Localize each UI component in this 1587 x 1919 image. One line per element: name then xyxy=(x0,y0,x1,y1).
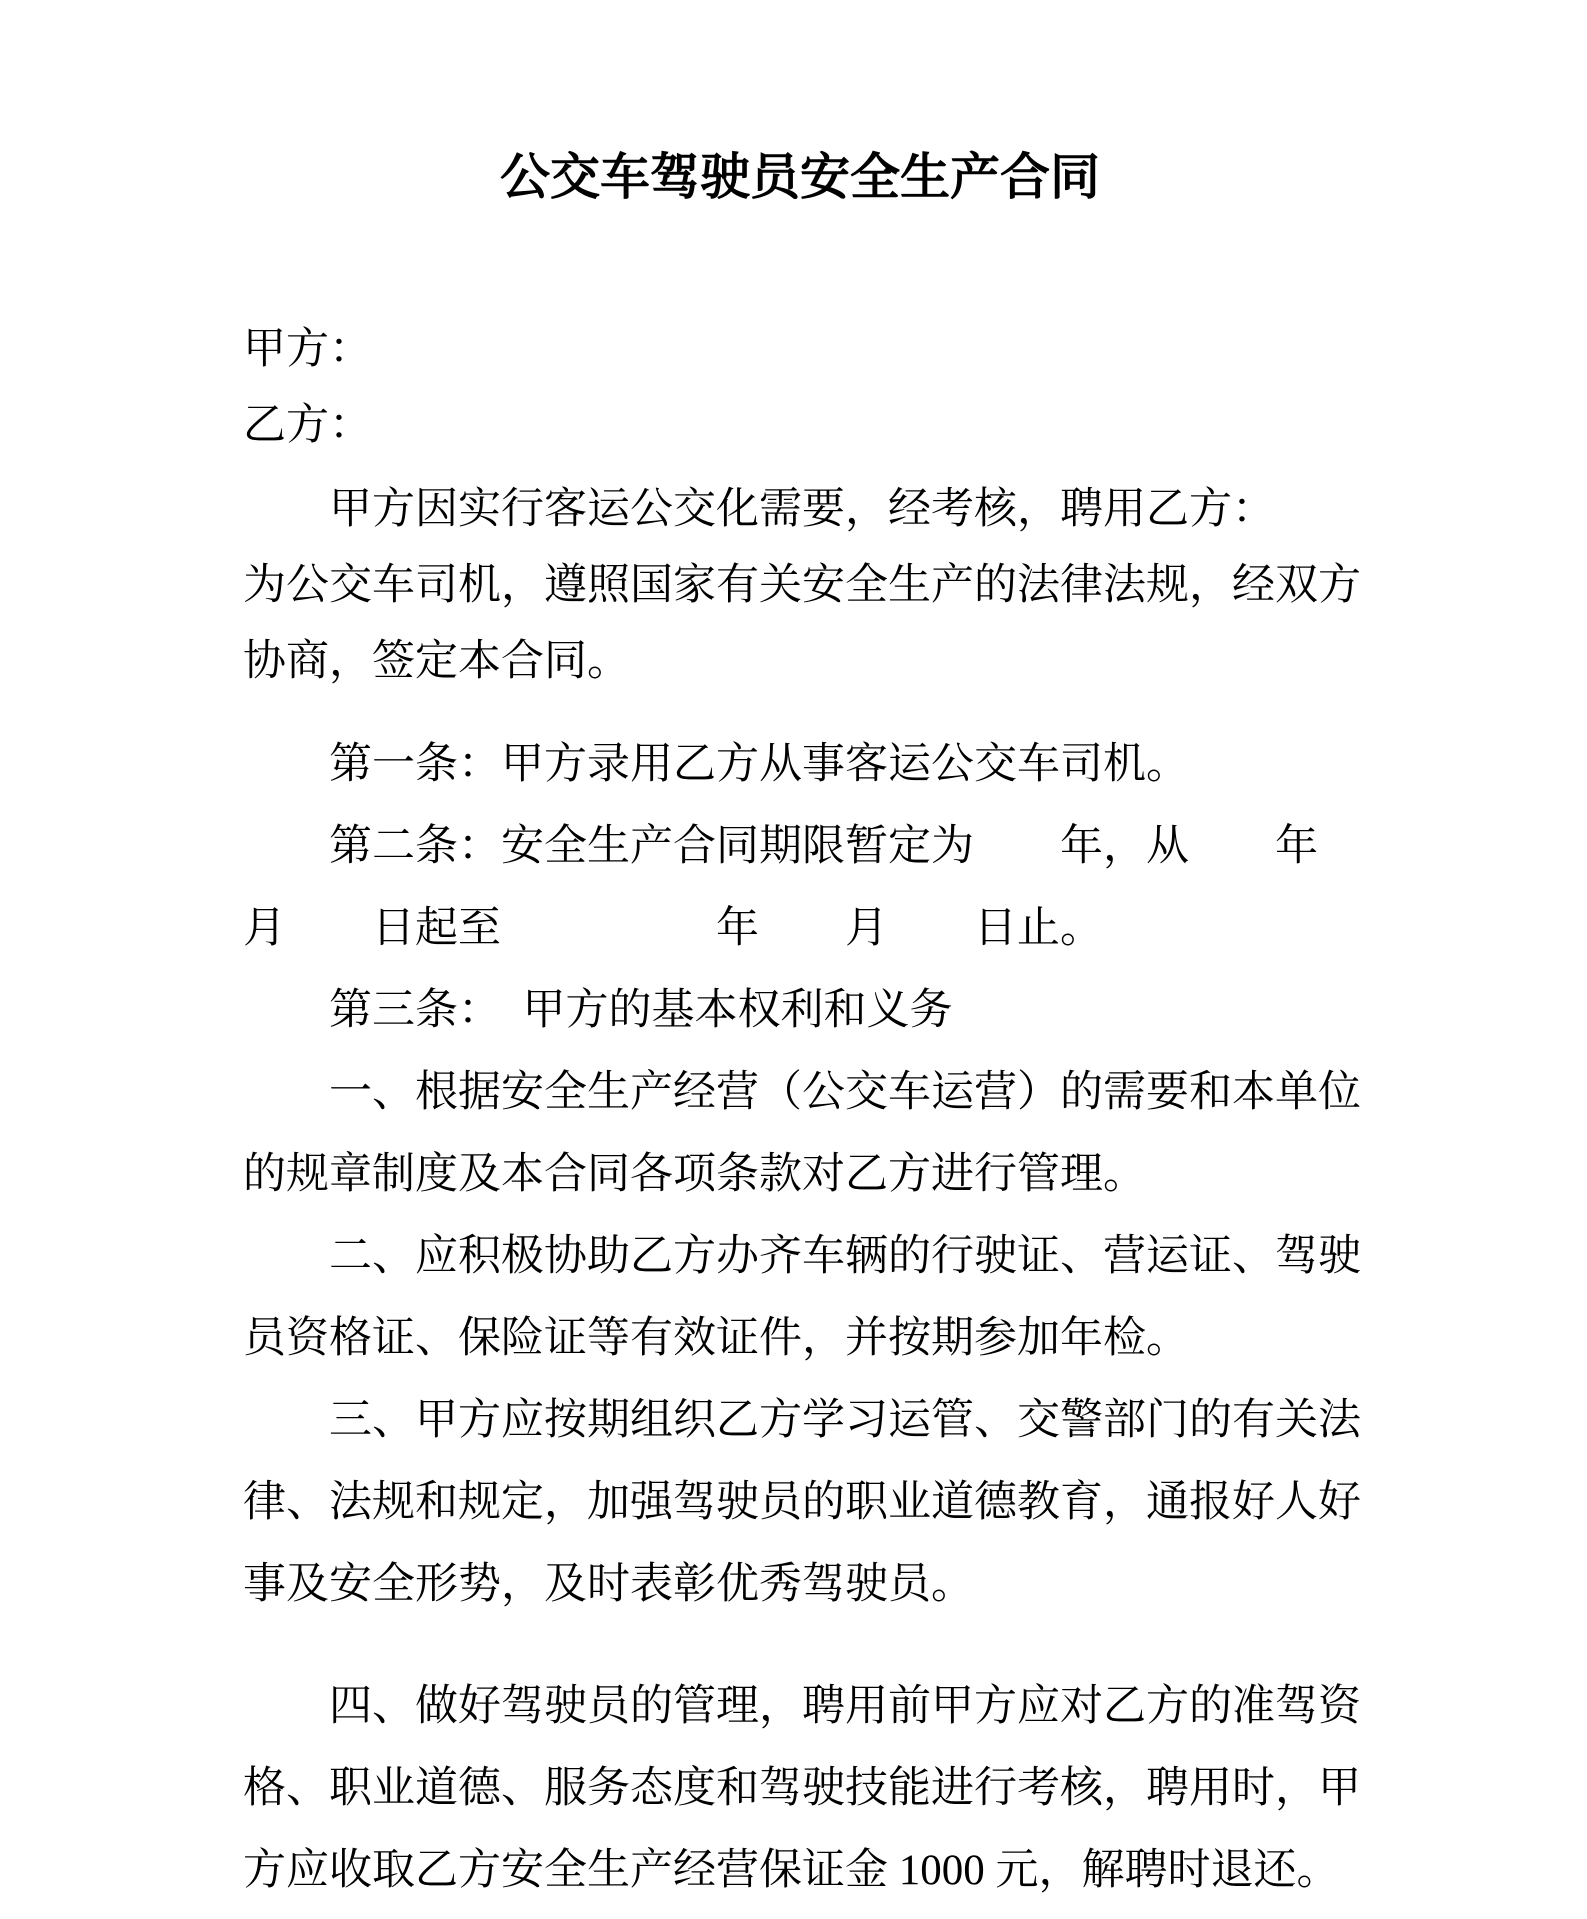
article-3-clause-4-line: 方应收取乙方安全生产经营保证金 1000 元，解聘时退还。 xyxy=(243,1847,1340,1894)
preamble-line: 协商，签定本合同。 xyxy=(243,638,630,685)
article-3-clause-4-line: 四、做好驾驶员的管理，聘用前甲方应对乙方的准驾资 xyxy=(329,1683,1361,1730)
document-title: 公交车驾驶员安全生产合同 xyxy=(500,149,1100,205)
article-3-clause-3-line: 律、法规和规定，加强驾驶员的职业道德教育，通报好人好 xyxy=(243,1479,1361,1526)
party-b-label: 乙方： xyxy=(243,402,372,449)
article-3-heading: 第三条： 甲方的基本权利和义务 xyxy=(329,987,953,1034)
article-1-line: 第一条：甲方录用乙方从事客运公交车司机。 xyxy=(329,741,1189,788)
article-3-clause-3-line: 事及安全形势，及时表彰优秀驾驶员。 xyxy=(243,1561,974,1608)
article-3-clause-1-line: 的规章制度及本合同各项条款对乙方进行管理。 xyxy=(243,1151,1146,1198)
party-a-label: 甲方： xyxy=(243,326,372,373)
article-3-clause-3-line: 三、甲方应按期组织乙方学习运管、交警部门的有关法 xyxy=(329,1397,1361,1444)
article-3-clause-1-line: 一、根据安全生产经营（公交车运营）的需要和本单位 xyxy=(329,1069,1361,1116)
article-3-clause-4-line: 格、职业道德、服务态度和驾驶技能进行考核，聘用时，甲 xyxy=(243,1765,1361,1812)
preamble-line: 为公交车司机，遵照国家有关安全生产的法律法规，经双方 xyxy=(243,562,1361,609)
article-2-line: 第二条：安全生产合同期限暂定为 年，从 年 xyxy=(329,823,1318,870)
article-3-clause-2-line: 员资格证、保险证等有效证件，并按期参加年检。 xyxy=(243,1315,1189,1362)
article-3-clause-2-line: 二、应积极协助乙方办齐车辆的行驶证、营运证、驾驶 xyxy=(329,1233,1361,1280)
preamble-line: 甲方因实行客运公交化需要，经考核，聘用乙方： xyxy=(329,486,1275,533)
article-2-line: 月 日起至 年 月 日止。 xyxy=(243,905,1103,952)
